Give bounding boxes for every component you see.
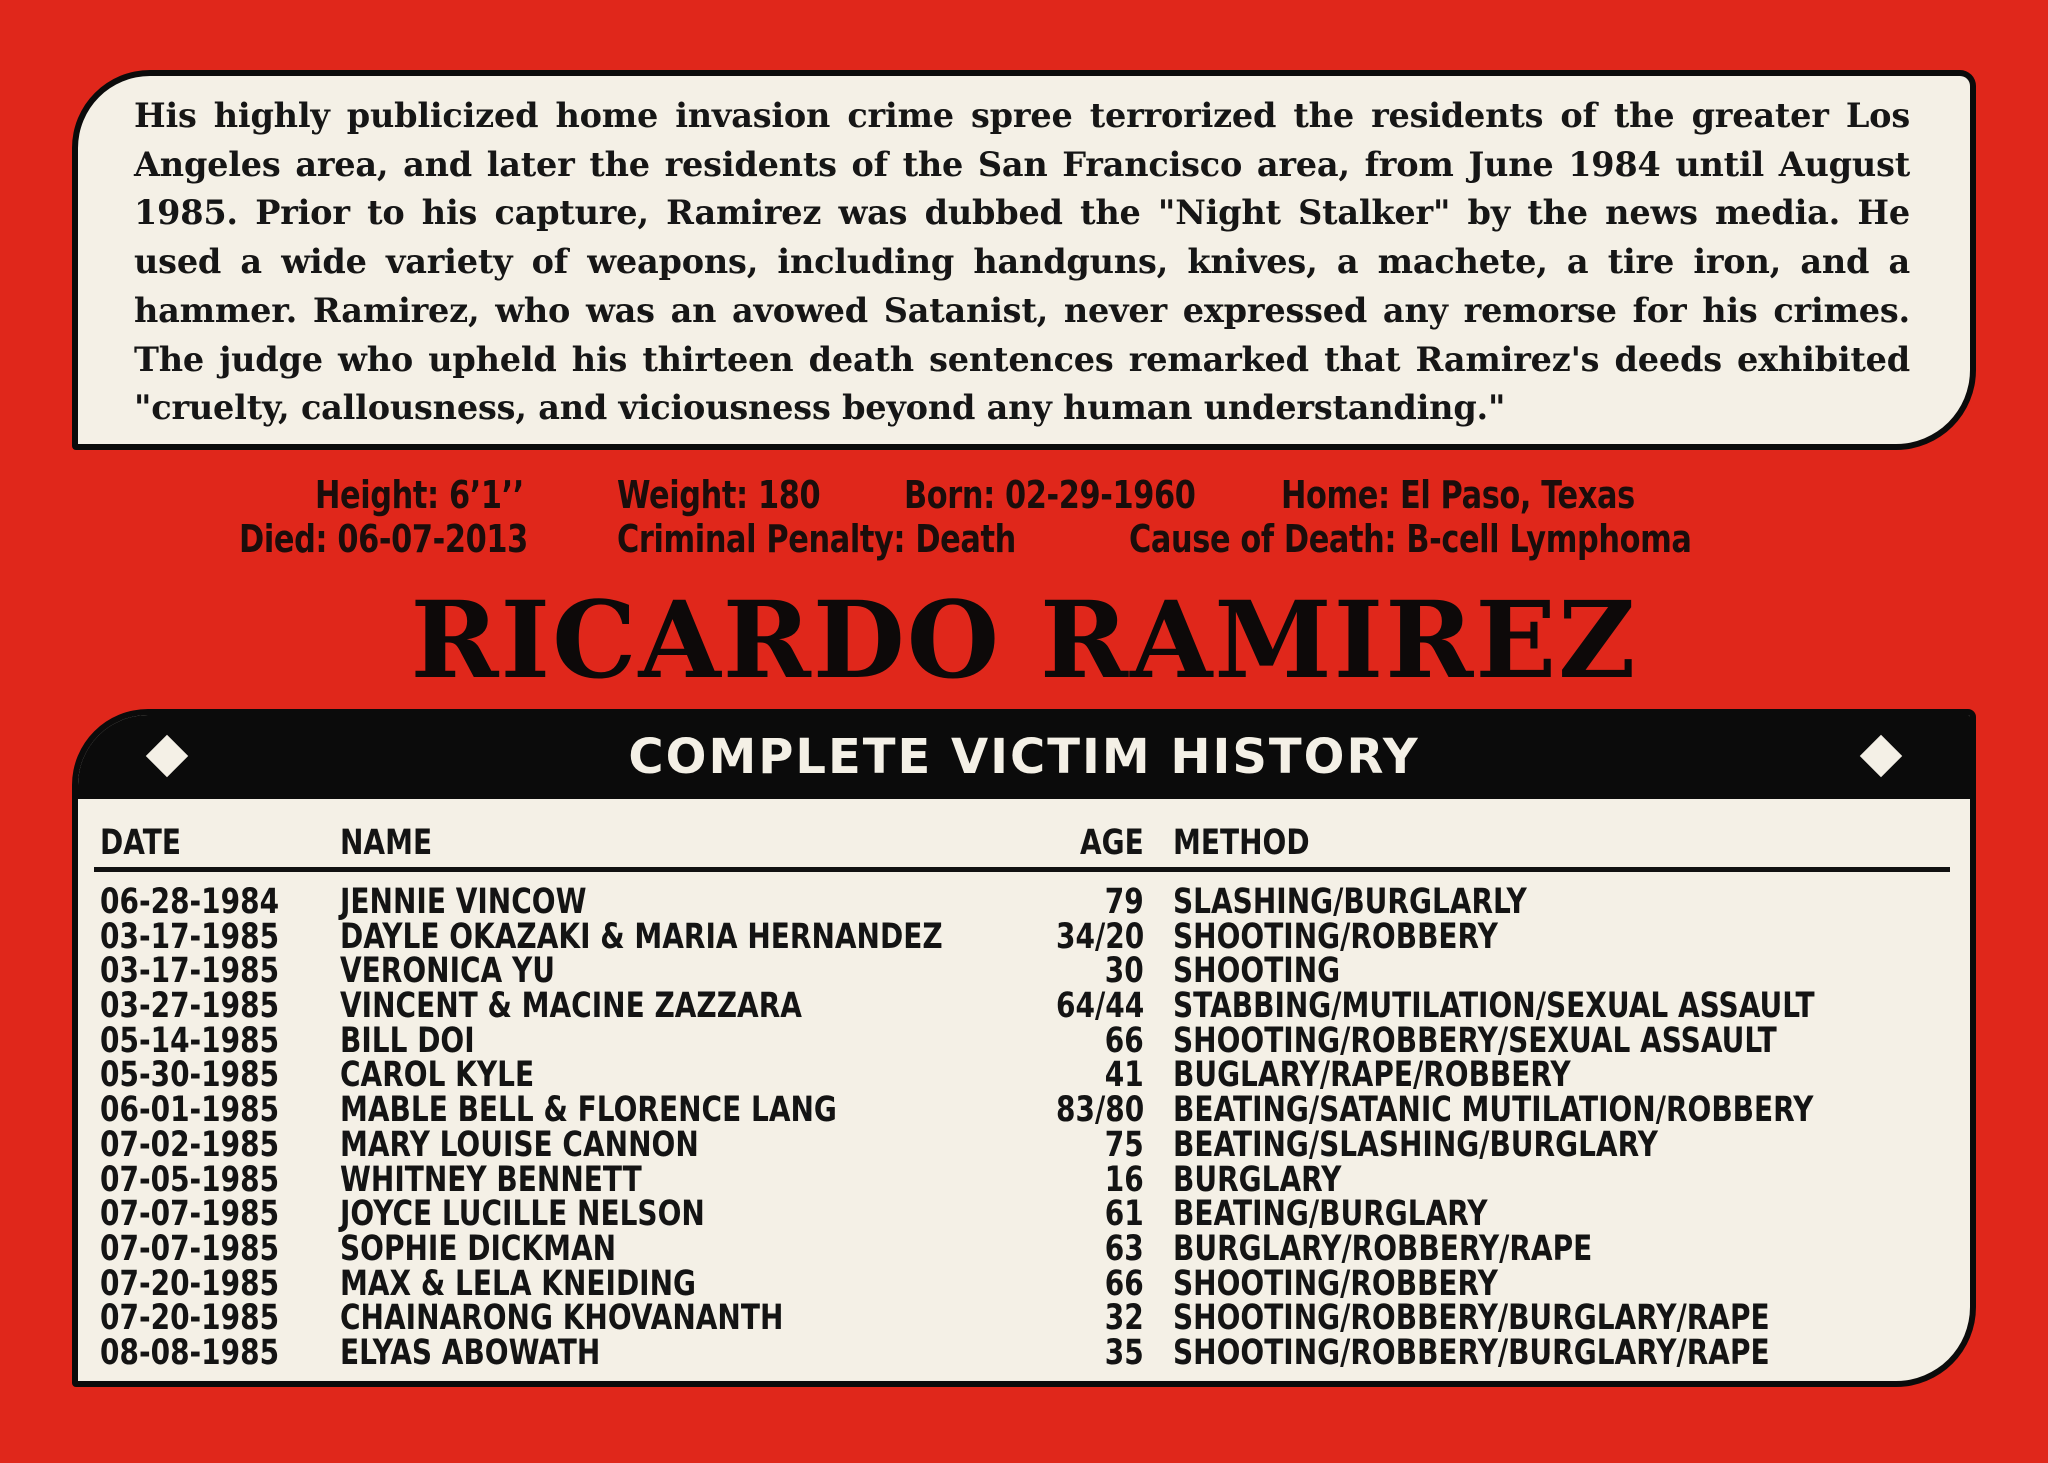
victim-name: VINCENT & MACINE ZAZZARA — [340, 986, 802, 1027]
victim-name: MAX & LELA KNEIDING — [340, 1263, 697, 1304]
victim-age: 66 — [1105, 1020, 1144, 1061]
victim-table — [78, 882, 1970, 1373]
victim-name: ELYAS ABOWATH — [340, 1332, 601, 1373]
table-row — [78, 1020, 1970, 1061]
victim-age: 34/20 — [1055, 916, 1144, 957]
victim-date: 03-27-1985 — [100, 986, 280, 1027]
victim-age: 16 — [1105, 1159, 1144, 1200]
table-row — [78, 986, 1970, 1027]
victim-method: SHOOTING/ROBBERY — [1173, 916, 1498, 957]
victim-date: 07-07-1985 — [100, 1194, 280, 1235]
victim-date: 07-05-1985 — [100, 1159, 280, 1200]
victim-method: BEATING/SATANIC MUTILATION/ROBBERY — [1173, 1090, 1814, 1131]
victim-age: 63 — [1105, 1228, 1144, 1269]
victim-name: MARY LOUISE CANNON — [340, 1124, 699, 1165]
victim-date: 06-28-1984 — [100, 882, 280, 922]
victim-date: 07-20-1985 — [100, 1263, 280, 1304]
victim-date: 07-02-1985 — [100, 1124, 280, 1165]
victim-date: 05-14-1985 — [100, 1020, 280, 1061]
table-row — [78, 1194, 1970, 1235]
victim-age: 64/44 — [1055, 986, 1144, 1027]
victim-age: 61 — [1105, 1194, 1144, 1235]
victim-method: STABBING/MUTILATION/SEXUAL ASSAULT — [1173, 986, 1815, 1027]
bio-panel — [72, 70, 1976, 450]
victim-method: SHOOTING/ROBBERY/SEXUAL ASSAULT — [1173, 1020, 1777, 1061]
column-header-name: NAME — [340, 823, 433, 863]
stat-height: Height: 6’1’’ — [315, 473, 524, 517]
victim-method: BURGLARY — [1173, 1159, 1342, 1200]
victim-date: 07-20-1985 — [100, 1298, 280, 1339]
table-row — [78, 1124, 1970, 1165]
victim-history-panel — [72, 709, 1976, 1387]
victim-method: BUGLARY/RAPE/ROBBERY — [1173, 1055, 1571, 1096]
victim-date: 05-30-1985 — [100, 1055, 280, 1096]
stat-cause: Cause of Death: B-cell Lymphoma — [1129, 517, 1692, 561]
victim-method: BEATING/BURGLARY — [1173, 1194, 1488, 1235]
victim-history-header — [78, 715, 1970, 799]
table-row — [78, 1332, 1970, 1373]
victim-age: 66 — [1105, 1263, 1144, 1304]
table-row — [78, 1298, 1970, 1339]
victim-method: BURGLARY/ROBBERY/RAPE — [1173, 1228, 1593, 1269]
stat-weight: Weight: 180 — [617, 473, 821, 517]
column-header-age: AGE — [1080, 823, 1144, 863]
victim-method: BEATING/SLASHING/BURGLARY — [1173, 1124, 1658, 1165]
victim-date: 08-08-1985 — [100, 1332, 280, 1373]
victim-name: JENNIE VINCOW — [340, 882, 587, 922]
table-row — [78, 1090, 1970, 1131]
table-row — [78, 1055, 1970, 1096]
stat-born: Born: 02-29-1960 — [904, 473, 1196, 517]
header-divider — [94, 867, 1950, 872]
bio-text: His highly publicized home invasion crime spree terrorized the residents of the greater Los Angeles area, and later the residents of the San Francisco area, from June 1984 until August 1985. Prior to his capture, Ramirez was dubbed the "Night Stalker" by the news media. He used a wide variety of weapons, including handguns, knives, a machete, a tire iron, and a hammer. Ramirez, who was an avowed Satanist, never expressed any remorse for his crimes. The judge who upheld his thirteen death sentences remarked that Ramirez's deeds exhibited "cruelty, callousness, and viciousness beyond any human understanding." — [134, 96, 1910, 428]
player-name: RICARDO RAMIREZ — [410, 577, 1638, 702]
victim-name: DAYLE OKAZAKI & MARIA HERNANDEZ — [340, 916, 943, 957]
victim-method: SLASHING/BURGLARLY — [1173, 882, 1527, 922]
victim-age: 41 — [1105, 1055, 1144, 1096]
victim-name: CAROL KYLE — [340, 1055, 535, 1096]
column-header-date: DATE — [100, 823, 181, 863]
table-row — [78, 916, 1970, 957]
table-row — [78, 882, 1970, 922]
stat-penalty: Criminal Penalty: Death — [617, 517, 1016, 561]
table-row — [78, 951, 1970, 992]
victim-history-title: COMPLETE VICTIM HISTORY — [628, 729, 1420, 785]
victim-name: BILL DOI — [340, 1020, 475, 1061]
victim-date: 06-01-1985 — [100, 1090, 280, 1131]
victim-date: 07-07-1985 — [100, 1228, 280, 1269]
victim-method: SHOOTING/ROBBERY — [1173, 1263, 1498, 1304]
victim-name: JOYCE LUCILLE NELSON — [340, 1194, 705, 1235]
victim-method: SHOOTING/ROBBERY/BURGLARY/RAPE — [1173, 1332, 1770, 1373]
stat-home: Home: El Paso, Texas — [1281, 473, 1635, 517]
victim-name: SOPHIE DICKMAN — [340, 1228, 617, 1269]
table-row — [78, 1159, 1970, 1200]
table-row — [78, 1263, 1970, 1304]
victim-age: 75 — [1105, 1124, 1144, 1165]
victim-name: MABLE BELL & FLORENCE LANG — [340, 1090, 837, 1131]
victim-name: WHITNEY BENNETT — [340, 1159, 642, 1200]
victim-date: 03-17-1985 — [100, 951, 280, 992]
victim-age: 32 — [1105, 1298, 1144, 1339]
column-header-method: METHOD — [1173, 823, 1310, 863]
victim-name: CHAINARONG KHOVANANTH — [340, 1298, 784, 1339]
victim-age: 79 — [1105, 882, 1144, 922]
victim-age: 30 — [1105, 951, 1144, 992]
table-row — [78, 1228, 1970, 1269]
victim-name: VERONICA YU — [340, 951, 555, 992]
victim-date: 03-17-1985 — [100, 916, 280, 957]
victim-age: 35 — [1105, 1332, 1144, 1373]
victim-method: SHOOTING — [1173, 951, 1341, 992]
victim-method: SHOOTING/ROBBERY/BURGLARY/RAPE — [1173, 1298, 1770, 1339]
stat-died: Died: 06-07-2013 — [239, 517, 528, 561]
victim-age: 83/80 — [1055, 1090, 1144, 1131]
